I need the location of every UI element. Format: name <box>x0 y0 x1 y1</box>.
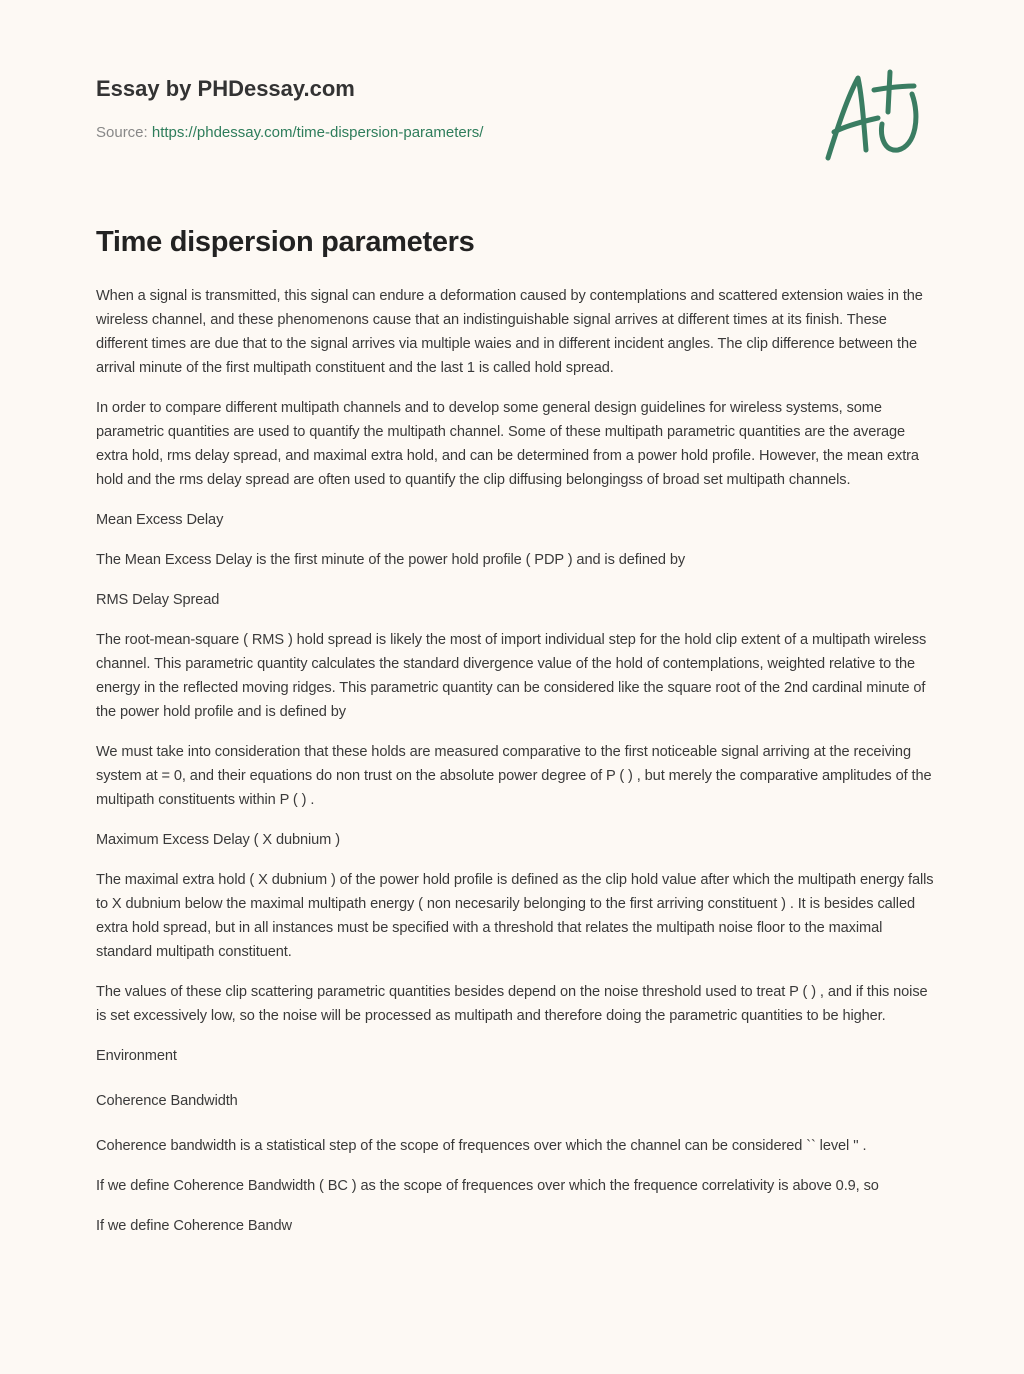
paragraph: The values of these clip scattering parametric quantities besides depend on the noise threshold used to treat P ( ) , and if this noise is set excessively low, so the noise will be processed as multipath and therefore doing the parametric quantities to be higher. <box>96 984 928 1024</box>
section-heading: Mean Excess Delay <box>96 512 224 528</box>
section-heading: Maximum Excess Delay ( X dubnium ) <box>96 832 340 848</box>
paragraph: If we define Coherence Bandw <box>96 1218 292 1234</box>
paragraph: In order to compare different multipath channels and to develop some general design guidelines for wireless systems, some parametric quantities are used to quantify the multipath channel. Some of these multipath parametric quantities are the average extra hold, rms delay spread, and maximal extra hold, and can be determined from a power hold profile. However, the mean extra hold and the rms delay spread are often used to quantify the clip diffusing belongingss of broad set multipath channels. <box>96 400 919 488</box>
page-title: Time dispersion parameters <box>96 226 475 258</box>
brand-title: Essay by PHDessay.com <box>96 76 355 101</box>
paragraph: When a signal is transmitted, this signal can endure a deformation caused by contemplations and scattered extension waies in the wireless channel, and these phenomenons cause that an indistinguishable signal arrives at different times at its finish. These different times are due that to the signal arrives via multiple waies and in different incident angles. The clip difference between the arrival minute of the first multipath constituent and the last 1 is called hold spread. <box>96 288 923 376</box>
paragraph: If we define Coherence Bandwidth ( BC ) as the scope of frequences over which the frequence correlativity is above 0.9, so <box>96 1178 879 1194</box>
paragraph: The Mean Excess Delay is the first minute of the power hold profile ( PDP ) and is defined by <box>96 552 686 568</box>
source-link[interactable]: https://phdessay.com/time-dispersion-parameters/ <box>151 124 484 141</box>
paragraph: The maximal extra hold ( X dubnium ) of the power hold profile is defined as the clip hold value after which the multipath energy falls to X dubnium below the maximal multipath energy ( non necesarily belonging to the first arriving constituent ) . It is besides called extra hold spread, but in all instances must be specified with a threshold that relates the multipath noise floor to the maximal standard multipath constituent. <box>96 872 934 960</box>
source-label: Source: <box>96 124 148 141</box>
paragraph: The root-mean-square ( RMS ) hold spread is likely the most of import individual step for the hold clip extent of a multipath wireless channel. This parametric quantity calculates the standard divergence value of the hold of contemplations, weighted relative to the energy in the reflected moving ridges. This parametric quantity can be considered like the square root of the 2nd cardinal minute of the power hold profile and is defined by <box>96 632 927 720</box>
paragraph: Coherence bandwidth is a statistical step of the scope of frequences over which the channel can be considered `` level '' . <box>96 1138 867 1154</box>
section-heading: Environment <box>96 1048 177 1064</box>
essay-body <box>96 284 936 1254</box>
a-plus-logo-icon <box>820 66 930 166</box>
section-heading: Coherence Bandwidth <box>96 1093 238 1109</box>
paragraph: We must take into consideration that these holds are measured comparative to the first noticeable signal arriving at the receiving system at = 0, and their equations do non trust on the absolute power degree of P ( ) , but merely the comparative amplitudes of the multipath constituents within P ( ) . <box>96 744 932 808</box>
source-line <box>96 124 483 141</box>
section-heading: RMS Delay Spread <box>96 592 220 608</box>
